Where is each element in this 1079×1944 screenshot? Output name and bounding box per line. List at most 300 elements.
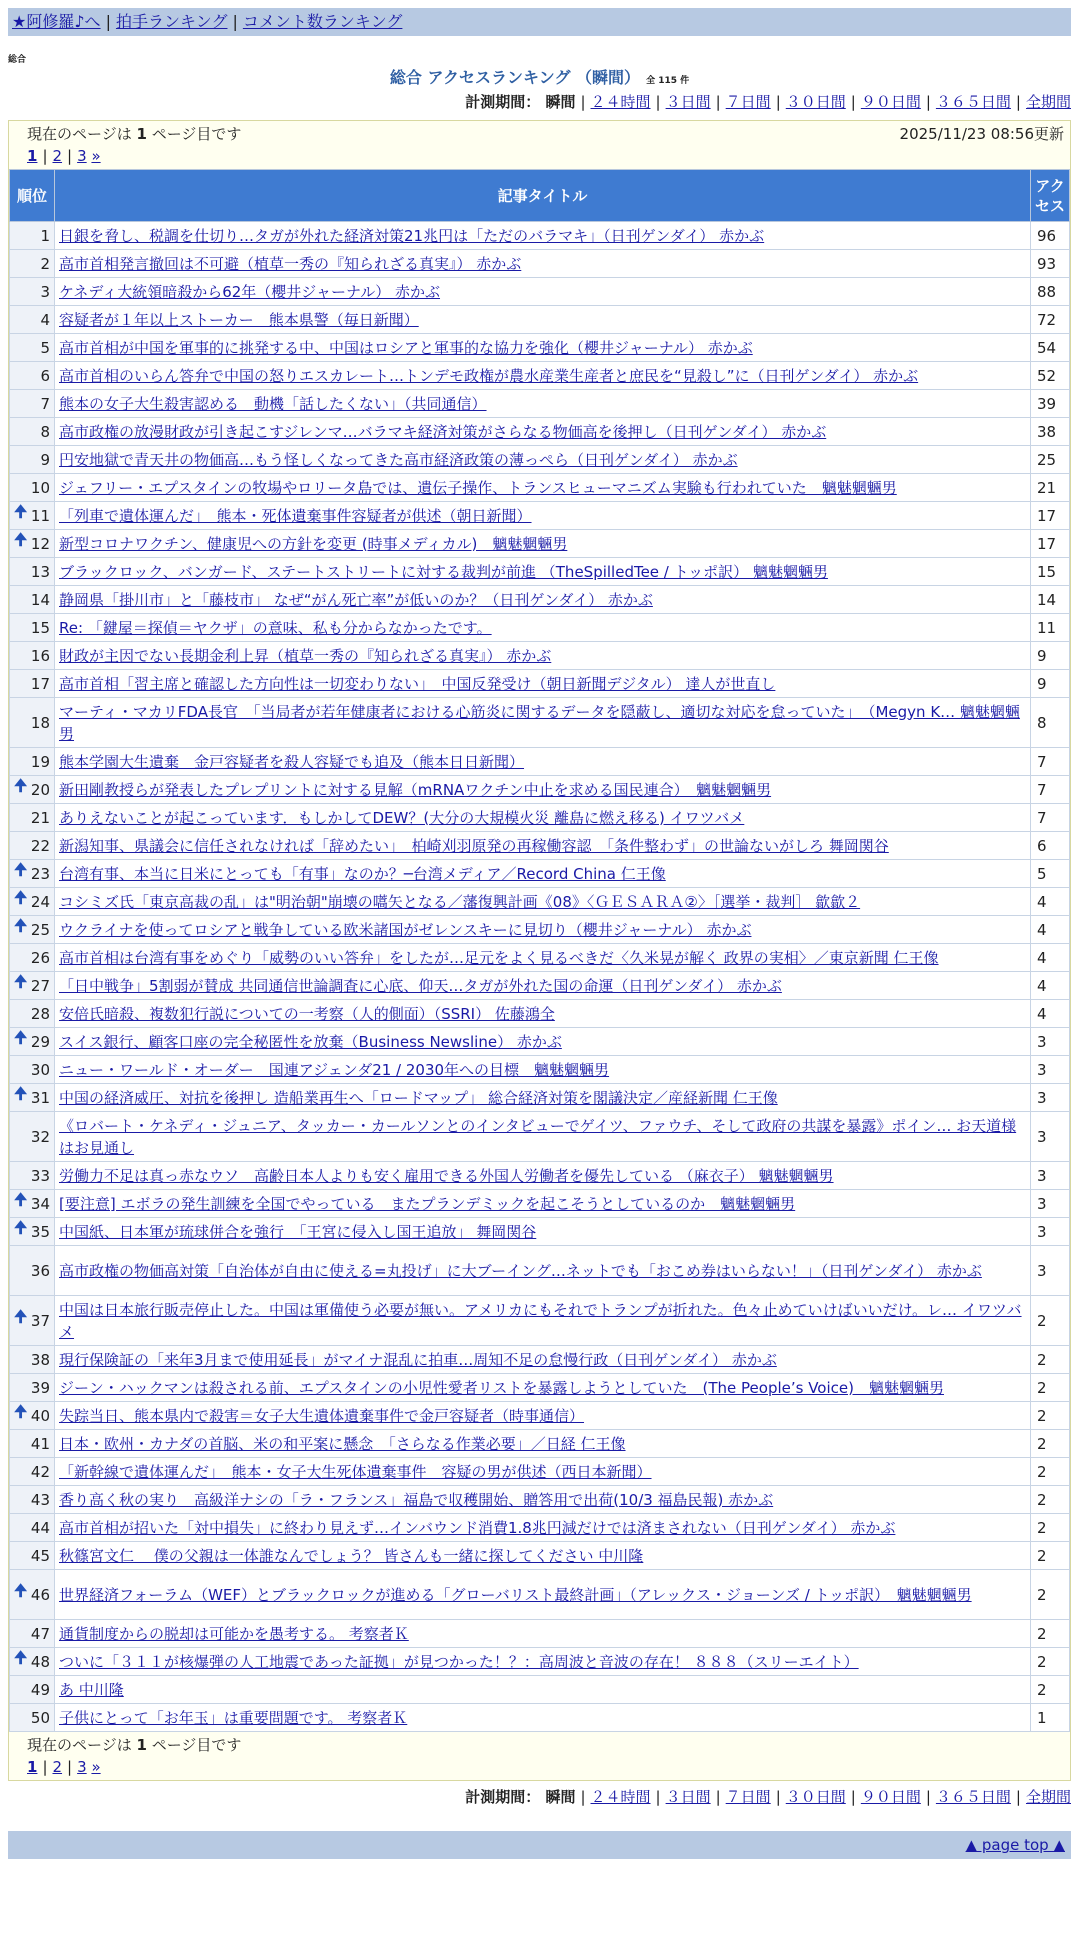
period-link[interactable]: ３６５日間	[935, 93, 1011, 111]
up-arrow-icon: 🠉	[14, 887, 28, 907]
access-count: 2	[1031, 1676, 1070, 1704]
article-link[interactable]: ケネディ大統領暗殺から62年（櫻井ジャーナル） 赤かぶ	[59, 282, 441, 301]
table-row	[10, 642, 1070, 670]
table-row	[10, 1162, 1070, 1190]
rank-number: 30	[30, 1060, 50, 1079]
period-separator: |	[715, 93, 721, 111]
rank-number: 4	[40, 310, 50, 329]
table-row	[10, 888, 1070, 916]
title-cell	[55, 418, 1031, 446]
access-count: 15	[1031, 558, 1070, 586]
title-cell	[55, 832, 1031, 860]
article-link[interactable]: 高市首相が招いた「対中損失」に終わり見えず…インバウンド消費1.8兆円減だけでは済まされない（日刊ゲンダイ） 赤かぶ	[59, 1518, 896, 1537]
title-cell	[55, 642, 1031, 670]
title-cell	[55, 698, 1031, 748]
rank-number: 3	[40, 282, 50, 301]
access-count: 3	[1031, 1028, 1070, 1056]
rank-cell	[10, 250, 55, 278]
rank-number: 39	[30, 1378, 50, 1397]
article-link[interactable]: 「日中戦争」5割弱が賛成 共同通信世論調査に心底、仰天…タガが外れた国の命運（日刊ゲンダイ） 赤かぶ	[59, 976, 782, 995]
title-cell	[55, 1190, 1031, 1218]
category-tag: 総合	[8, 55, 27, 65]
access-count: 3	[1031, 1084, 1070, 1112]
up-arrow-icon: 🠉	[14, 1083, 28, 1103]
access-header: アクセス	[1031, 170, 1070, 222]
rank-number: 49	[30, 1680, 50, 1699]
rank-number: 36	[30, 1261, 50, 1280]
article-link[interactable]: ブラックロック、バンガード、ステートストリートに対する裁判が前進 （TheSpilledTee / トッポ訳） 魑魅魍魎男	[59, 562, 828, 581]
rank-number: 2	[40, 254, 50, 273]
article-link[interactable]: ついに「３１１が核爆弾の人工地震であった証拠」が見つかった！？：高周波と音波の存在！ ８８８（スリーエイト）	[59, 1652, 859, 1671]
access-count: 2	[1031, 1296, 1070, 1346]
title-cell	[55, 804, 1031, 832]
title-cell	[55, 1648, 1031, 1676]
title-cell	[55, 390, 1031, 418]
nav-separator: |	[105, 12, 111, 31]
rank-number: 50	[30, 1708, 50, 1727]
article-link[interactable]: 静岡県「掛川市」と「藤枝市」 なぜ“がん死亡率”が低いのか？（日刊ゲンダイ） 赤かぶ	[59, 590, 653, 609]
table-row	[10, 1112, 1070, 1162]
access-count: 52	[1031, 362, 1070, 390]
access-count: 2	[1031, 1374, 1070, 1402]
period-link[interactable]: ２４時間	[590, 1788, 651, 1806]
article-link[interactable]: 財政が主因でない長期金利上昇（植草一秀の『知られざる真実』） 赤かぶ	[59, 646, 552, 665]
article-link[interactable]: 世界経済フォーラム（WEF）とブラックロックが進める「グローバリスト最終計画」（アレックス・ジョーンズ / トッポ訳） 魑魅魍魎男	[59, 1585, 972, 1604]
access-count: 2	[1031, 1514, 1070, 1542]
article-link[interactable]: ジェフリー・エプスタインの牧場やロリータ島では、遺伝子操作、トランスヒューマニズム実験も行われていた 魑魅魍魎男	[59, 478, 897, 497]
title-cell	[55, 1402, 1031, 1430]
table-row	[10, 1570, 1070, 1620]
period-link[interactable]: ７日間	[725, 93, 771, 111]
rank-cell	[10, 362, 55, 390]
rank-cell	[10, 1218, 55, 1246]
table-row	[10, 1486, 1070, 1514]
period-separator: |	[775, 93, 781, 111]
table-row	[10, 334, 1070, 362]
table-row	[10, 916, 1070, 944]
title-cell	[55, 306, 1031, 334]
title-cell	[55, 530, 1031, 558]
article-link[interactable]: 熊本学園大生遺棄 金戸容疑者を殺人容疑でも追及（熊本日日新聞）	[59, 752, 525, 771]
article-link[interactable]: 高市首相「習主席と確認した方向性は一切変わりない」 中国反発受け（朝日新聞デジタル） 達人が世直し	[59, 674, 776, 693]
rank-number: 42	[30, 1462, 50, 1481]
period-link[interactable]: ９０日間	[860, 93, 921, 111]
period-separator: |	[580, 1788, 586, 1806]
title-cell	[55, 860, 1031, 888]
rank-number: 47	[30, 1624, 50, 1643]
current-page-text: 現在のページは 1 ページ目です	[27, 1736, 242, 1754]
title-cell	[55, 1162, 1031, 1190]
article-link[interactable]: 香り高く秋の実り 高級洋ナシの「ラ・フランス」福島で収穫開始、贈答用で出荷(10/3 福島民報) 赤かぶ	[59, 1490, 774, 1509]
rank-number: 32	[30, 1127, 50, 1146]
rank-number: 11	[30, 506, 50, 525]
article-link[interactable]: 円安地獄で青天井の物価高…もう怪しくなってきた高市経済政策の薄っぺら（日刊ゲンダイ） 赤かぶ	[59, 450, 738, 469]
table-row	[10, 1704, 1070, 1732]
period-separator: |	[580, 93, 586, 111]
table-row	[10, 860, 1070, 888]
article-link[interactable]: 失踪当日、熊本県内で殺害＝女子大生遺体遺棄事件で金戸容疑者（時事通信）	[59, 1406, 585, 1425]
rank-cell	[10, 1028, 55, 1056]
table-row	[10, 748, 1070, 776]
access-count: 54	[1031, 334, 1070, 362]
rank-number: 7	[40, 394, 50, 413]
rank-number: 5	[40, 338, 50, 357]
table-row	[10, 306, 1070, 334]
article-link[interactable]: 通貨制度からの脱却は可能かを愚考する。 考察者Ｋ	[59, 1624, 409, 1643]
title-cell	[55, 1430, 1031, 1458]
rank-number: 33	[30, 1166, 50, 1185]
access-count: 4	[1031, 972, 1070, 1000]
period-separator: |	[925, 93, 931, 111]
article-link[interactable]: 台湾有事、本当に日米にとっても「有事」なのか？─台湾メディア／Record China 仁王像	[59, 864, 666, 883]
access-count: 2	[1031, 1346, 1070, 1374]
article-link[interactable]: 高市首相は台湾有事をめぐり「威勢のいい答弁」をしたが…足元をよく見るべきだ〈久米晃が解く 政界の実相〉／東京新聞 仁王像	[59, 948, 939, 967]
article-link[interactable]: 高市首相のいらん答弁で中国の怒りエスカレート…トンデモ政権が農水産業生産者と庶民を“見殺し”に（日刊ゲンダイ） 赤かぶ	[59, 366, 919, 385]
article-link[interactable]: 中国の経済威圧、対抗を後押し 造船業再生へ「ロードマップ」 総合経済対策を閣議決定／産経新聞 仁王像	[59, 1088, 778, 1107]
rank-cell	[10, 222, 55, 250]
current-page-text: 現在のページは 1 ページ目です	[27, 125, 242, 143]
title-cell	[55, 944, 1031, 972]
up-arrow-icon: 🠉	[14, 529, 28, 549]
article-link[interactable]: あ 中川隆	[59, 1680, 124, 1699]
rank-cell	[10, 474, 55, 502]
article-link[interactable]: 高市首相が中国を軍事的に挑発する中、中国はロシアと軍事的な協力を強化（櫻井ジャーナル） 赤かぶ	[59, 338, 753, 357]
title-cell	[55, 1246, 1031, 1296]
period-label: 計測期間：	[465, 1788, 541, 1806]
page-info-row-bottom	[9, 1732, 1070, 1756]
period-link[interactable]: ３０日間	[785, 93, 846, 111]
rank-number: 17	[30, 674, 50, 693]
rank-cell	[10, 860, 55, 888]
rank-cell	[10, 1514, 55, 1542]
table-row	[10, 1676, 1070, 1704]
rank-header: 順位	[10, 170, 55, 222]
table-row	[10, 474, 1070, 502]
rank-cell	[10, 1000, 55, 1028]
up-arrow-icon: 🠉	[14, 1580, 28, 1600]
title-cell	[55, 670, 1031, 698]
article-link[interactable]: 「列車で遺体運んだ」 熊本・死体遺棄事件容疑者が供述（朝日新聞）	[59, 506, 532, 525]
period-link[interactable]: ２４時間	[590, 93, 651, 111]
title-cell	[55, 1542, 1031, 1570]
article-link[interactable]: コシミズ氏「東京高裁の乱」は"明治朝"崩壊の嚆矢となる／藩復興計画《08》〈ＧＥＳＡＲＡ②〉［選挙・裁判］ 歙歙２	[59, 892, 861, 911]
article-link[interactable]: マーティ・マカリFDA長官 「当局者が若年健康者における心筋炎に関するデータを隠蔽し、適切な対応を怠っていた」 （Megyn K… 魑魅魍魎男	[59, 702, 1020, 743]
article-link[interactable]: 《ロバート・ケネディ・ジュニア、タッカー・カールソンとのインタビューでゲイツ、ファウチ、そして政府の共謀を暴露》ポイン… お天道様はお見通し	[59, 1116, 1017, 1157]
rank-cell	[10, 1620, 55, 1648]
rank-number: 16	[30, 646, 50, 665]
rank-cell	[10, 1430, 55, 1458]
up-arrow-icon: 🠉	[14, 1306, 28, 1326]
rank-number: 13	[30, 562, 50, 581]
article-link[interactable]: 中国は日本旅行販売停止した。中国は軍備使う必要が無い。アメリカにもそれでトランプが折れた。色々止めていけばいいだけ。レ… イワツバメ	[59, 1300, 1022, 1341]
title-cell	[55, 1084, 1031, 1112]
article-link[interactable]: ありえないことが起こっています．もしかしてDEW？(大分の大規模火災 離島に燃え移る) イワツバメ	[59, 808, 745, 827]
rank-number: 9	[40, 450, 50, 469]
article-link[interactable]: 高市政権の物価高対策「自治体が自由に使える=丸投げ」に大ブーイング…ネットでも「おこめ券はいらない！」（日刊ゲンダイ） 赤かぶ	[59, 1261, 982, 1280]
title-cell	[55, 278, 1031, 306]
period-current: 瞬間	[540, 93, 576, 111]
up-arrow-icon: 🠉	[14, 859, 28, 879]
table-row	[10, 832, 1070, 860]
rank-cell	[10, 1402, 55, 1430]
title-cell	[55, 558, 1031, 586]
rank-number: 8	[40, 422, 50, 441]
period-current: 瞬間	[540, 1788, 576, 1806]
rank-number: 6	[40, 366, 50, 385]
table-row	[10, 502, 1070, 530]
rank-cell	[10, 804, 55, 832]
table-row	[10, 1000, 1070, 1028]
table-row	[10, 250, 1070, 278]
article-link[interactable]: 秋篠宮文仁 僕の父親は一体誰なんでしょう？ 皆さんも一緒に探してください 中川隆	[59, 1546, 644, 1565]
access-count: 25	[1031, 446, 1070, 474]
page-info-row	[9, 121, 1070, 145]
up-arrow-icon: 🠉	[14, 1647, 28, 1667]
rank-cell	[10, 502, 55, 530]
period-link[interactable]: ３０日間	[785, 1788, 846, 1806]
rank-cell	[10, 832, 55, 860]
access-count: 5	[1031, 860, 1070, 888]
access-count: 2	[1031, 1542, 1070, 1570]
pager-separator: |	[42, 147, 48, 165]
article-link[interactable]: ウクライナを使ってロシアと戦争している欧米諸国がゼレンスキーに見切り（櫻井ジャーナル） 赤かぶ	[59, 920, 752, 939]
title-cell	[55, 972, 1031, 1000]
pager-page-link[interactable]: 2	[52, 1758, 63, 1776]
rank-number: 27	[30, 976, 50, 995]
article-link[interactable]: 日銀を脅し、税調を仕切り…タガが外れた経済対策21兆円は「ただのバラマキ」（日刊ゲンダイ） 赤かぶ	[59, 226, 765, 245]
table-row	[10, 530, 1070, 558]
rank-cell	[10, 1246, 55, 1296]
title-cell	[55, 1056, 1031, 1084]
title-cell	[55, 1296, 1031, 1346]
article-link[interactable]: 現行保険証の「来年3月まで使用延長」がマイナ混乱に拍車…周知不足の怠慢行政（日刊ゲンダイ） 赤かぶ	[59, 1350, 777, 1369]
rank-number: 41	[30, 1434, 50, 1453]
table-row	[10, 804, 1070, 832]
rank-number: 31	[30, 1088, 50, 1107]
article-link[interactable]: [要注意] エボラの発生訓練を全国でやっている またプランデミックを起こそうとしているのか 魑魅魍魎男	[59, 1194, 796, 1213]
article-link[interactable]: 新田剛教授らが発表したプレプリントに対する見解（mRNAワクチン中止を求める国民連合） 魑魅魍魎男	[59, 780, 772, 799]
table-row	[10, 1028, 1070, 1056]
rank-number: 10	[30, 478, 50, 497]
rank-cell	[10, 614, 55, 642]
comment-ranking-link[interactable]: コメント数ランキング	[242, 12, 403, 31]
rank-cell	[10, 698, 55, 748]
article-link[interactable]: ニュー・ワールド・オーダー 国連アジェンダ21 / 2030年への目標 魑魅魍魎男	[59, 1060, 610, 1079]
access-count: 1	[1031, 1704, 1070, 1732]
rank-number: 45	[30, 1546, 50, 1565]
rank-cell	[10, 1704, 55, 1732]
title-cell	[55, 1676, 1031, 1704]
rank-number: 18	[30, 713, 50, 732]
rank-cell	[10, 670, 55, 698]
access-count: 9	[1031, 642, 1070, 670]
rank-cell	[10, 1084, 55, 1112]
access-count: 4	[1031, 916, 1070, 944]
article-link[interactable]: 熊本の女子大生殺害認める 動機「話したくない」（共同通信）	[59, 394, 487, 413]
title-cell	[55, 1620, 1031, 1648]
access-count: 39	[1031, 390, 1070, 418]
period-link[interactable]: ９０日間	[860, 1788, 921, 1806]
access-count: 4	[1031, 1000, 1070, 1028]
pager-current-page[interactable]: 1	[27, 147, 38, 165]
period-separator: |	[1015, 1788, 1021, 1806]
rank-cell	[10, 1676, 55, 1704]
article-link[interactable]: 中国紙、日本軍が琉球併合を強行 「王宮に侵入し国王追放」 舞岡関谷	[59, 1222, 537, 1241]
rank-cell	[10, 558, 55, 586]
access-count: 3	[1031, 1190, 1070, 1218]
title-cell	[55, 334, 1031, 362]
rank-cell	[10, 642, 55, 670]
rank-number: 44	[30, 1518, 50, 1537]
access-count: 93	[1031, 250, 1070, 278]
rank-cell	[10, 586, 55, 614]
access-count: 2	[1031, 1402, 1070, 1430]
table-row	[10, 418, 1070, 446]
title-cell	[55, 1374, 1031, 1402]
pager-current-page[interactable]: 1	[27, 1758, 38, 1776]
period-separator: |	[1015, 93, 1021, 111]
rank-cell	[10, 418, 55, 446]
rank-cell	[10, 390, 55, 418]
title-cell	[55, 1000, 1031, 1028]
rank-number: 15	[30, 618, 50, 637]
article-link[interactable]: 新潟知事、県議会に信任されなければ「辞めたい」 柏崎刈羽原発の再稼働容認 「条件整わず」の世論ないがしろ 舞岡関谷	[59, 836, 889, 855]
title-cell	[55, 1570, 1031, 1620]
access-count: 4	[1031, 944, 1070, 972]
access-count: 38	[1031, 418, 1070, 446]
article-link[interactable]: 「新幹線で遺体運んだ」 熊本・女子大生死体遺棄事件 容疑の男が供述（西日本新聞）	[59, 1462, 652, 1481]
rank-cell	[10, 1542, 55, 1570]
title-cell	[55, 586, 1031, 614]
rank-cell	[10, 1162, 55, 1190]
pager-next-link[interactable]: »	[91, 1758, 101, 1776]
table-row	[10, 446, 1070, 474]
rank-number: 46	[30, 1585, 50, 1604]
table-row	[10, 1190, 1070, 1218]
table-row	[10, 1402, 1070, 1430]
period-separator: |	[850, 1788, 856, 1806]
table-row	[10, 558, 1070, 586]
table-header-row	[10, 170, 1070, 222]
title-cell	[55, 748, 1031, 776]
table-row	[10, 670, 1070, 698]
rank-number: 20	[30, 780, 50, 799]
article-link[interactable]: 新型コロナワクチン、健康児への方針を変更 (時事メディカル) 魑魅魍魎男	[59, 534, 568, 553]
up-arrow-icon: 🠉	[14, 915, 28, 935]
table-row	[10, 1542, 1070, 1570]
up-arrow-icon: 🠉	[14, 1217, 28, 1237]
title-cell	[55, 1458, 1031, 1486]
pager-page-link[interactable]: 3	[77, 147, 87, 165]
page-top-link[interactable]: ▲ page top ▲	[965, 1836, 1065, 1854]
title-cell	[55, 1486, 1031, 1514]
access-count: 2	[1031, 1620, 1070, 1648]
article-link[interactable]: ジーン・ハックマンは殺される前、エプスタインの小児性愛者リストを暴露しようとしていた (The People’s Voice) 魑魅魍魎男	[59, 1378, 944, 1397]
rank-number: 43	[30, 1490, 50, 1509]
up-arrow-icon: 🠉	[14, 1189, 28, 1209]
access-count: 21	[1031, 474, 1070, 502]
rank-number: 34	[30, 1194, 50, 1213]
article-link[interactable]: 労働力不足は真っ赤なウソ 高齢日本人よりも安く雇用できる外国人労働者を優先している （麻衣子） 魑魅魍魎男	[59, 1166, 834, 1185]
access-count: 3	[1031, 1218, 1070, 1246]
article-link[interactable]: Re: 「鍵屋＝探偵＝ヤクザ」の意味、私も分からなかったです。	[59, 618, 492, 637]
title-cell	[55, 446, 1031, 474]
pager-separator: |	[67, 1758, 73, 1776]
access-count: 17	[1031, 530, 1070, 558]
title-cell	[55, 614, 1031, 642]
article-link[interactable]: 高市政権の放漫財政が引き起こすジレンマ…バラマキ経済対策がさらなる物価高を後押し（日刊ゲンダイ） 赤かぶ	[59, 422, 827, 441]
access-count: 2	[1031, 1430, 1070, 1458]
table-row	[10, 1458, 1070, 1486]
rank-cell	[10, 446, 55, 474]
up-arrow-icon: 🠉	[14, 501, 28, 521]
home-link[interactable]: ★阿修羅♪へ	[12, 12, 101, 31]
ranking-table	[9, 169, 1070, 1732]
table-row	[10, 1648, 1070, 1676]
title-cell	[55, 888, 1031, 916]
access-count: 3	[1031, 1112, 1070, 1162]
pager-separator: |	[67, 147, 73, 165]
pager-page-link[interactable]: 3	[77, 1758, 87, 1776]
period-link[interactable]: 全期間	[1025, 1788, 1071, 1806]
access-count: 17	[1031, 502, 1070, 530]
rank-cell	[10, 916, 55, 944]
rank-cell	[10, 334, 55, 362]
table-row	[10, 1620, 1070, 1648]
period-link[interactable]: ３日間	[665, 1788, 711, 1806]
rank-number: 37	[30, 1311, 50, 1330]
article-link[interactable]: 子供にとって「お年玉」は重要問題です。 考察者Ｋ	[59, 1708, 408, 1727]
rank-number: 40	[30, 1406, 50, 1425]
page-title: 総合 アクセスランキング （瞬間）	[389, 68, 641, 87]
table-row	[10, 1084, 1070, 1112]
rank-cell	[10, 1648, 55, 1676]
table-row	[10, 1056, 1070, 1084]
access-count: 96	[1031, 222, 1070, 250]
access-count: 2	[1031, 1648, 1070, 1676]
nav-separator: |	[232, 12, 238, 31]
title-cell	[55, 474, 1031, 502]
up-arrow-icon: 🠉	[14, 1027, 28, 1047]
updated-timestamp: 2025/11/23 08:56更新	[899, 125, 1064, 143]
pager-next-link[interactable]: »	[91, 147, 101, 165]
title-cell	[55, 1704, 1031, 1732]
article-link[interactable]: 安倍氏暗殺、複数犯行説についての一考察（人的側面）（SSRI） 佐藤鴻全	[59, 1004, 555, 1023]
access-count: 6	[1031, 832, 1070, 860]
period-link[interactable]: ３日間	[665, 93, 711, 111]
rank-cell	[10, 1296, 55, 1346]
applause-ranking-link[interactable]: 拍手ランキング	[115, 12, 228, 31]
access-count: 9	[1031, 670, 1070, 698]
access-count: 2	[1031, 1486, 1070, 1514]
article-link[interactable]: スイス銀行、顧客口座の完全秘匿性を放棄（Business Newsline） 赤かぶ	[59, 1032, 562, 1051]
article-link[interactable]: 高市首相発言撤回は不可避（植草一秀の『知られざる真実』） 赤かぶ	[59, 254, 522, 273]
article-link[interactable]: 容疑者が１年以上ストーカー 熊本県警（毎日新聞）	[59, 310, 419, 329]
period-label: 計測期間：	[465, 93, 541, 111]
period-link[interactable]: ３６５日間	[935, 1788, 1011, 1806]
rank-cell	[10, 972, 55, 1000]
title-cell	[55, 776, 1031, 804]
title-cell	[55, 362, 1031, 390]
rank-number: 1	[40, 226, 50, 245]
pager-page-link[interactable]: 2	[52, 147, 63, 165]
table-row	[10, 278, 1070, 306]
bottom-bar	[8, 1831, 1071, 1859]
period-link[interactable]: ７日間	[725, 1788, 771, 1806]
article-link[interactable]: 日本・欧州・カナダの首脳、米の和平案に懸念 「さらなる作業必要」／日経 仁王像	[59, 1434, 626, 1453]
rank-cell	[10, 1056, 55, 1084]
period-link[interactable]: 全期間	[1025, 93, 1071, 111]
